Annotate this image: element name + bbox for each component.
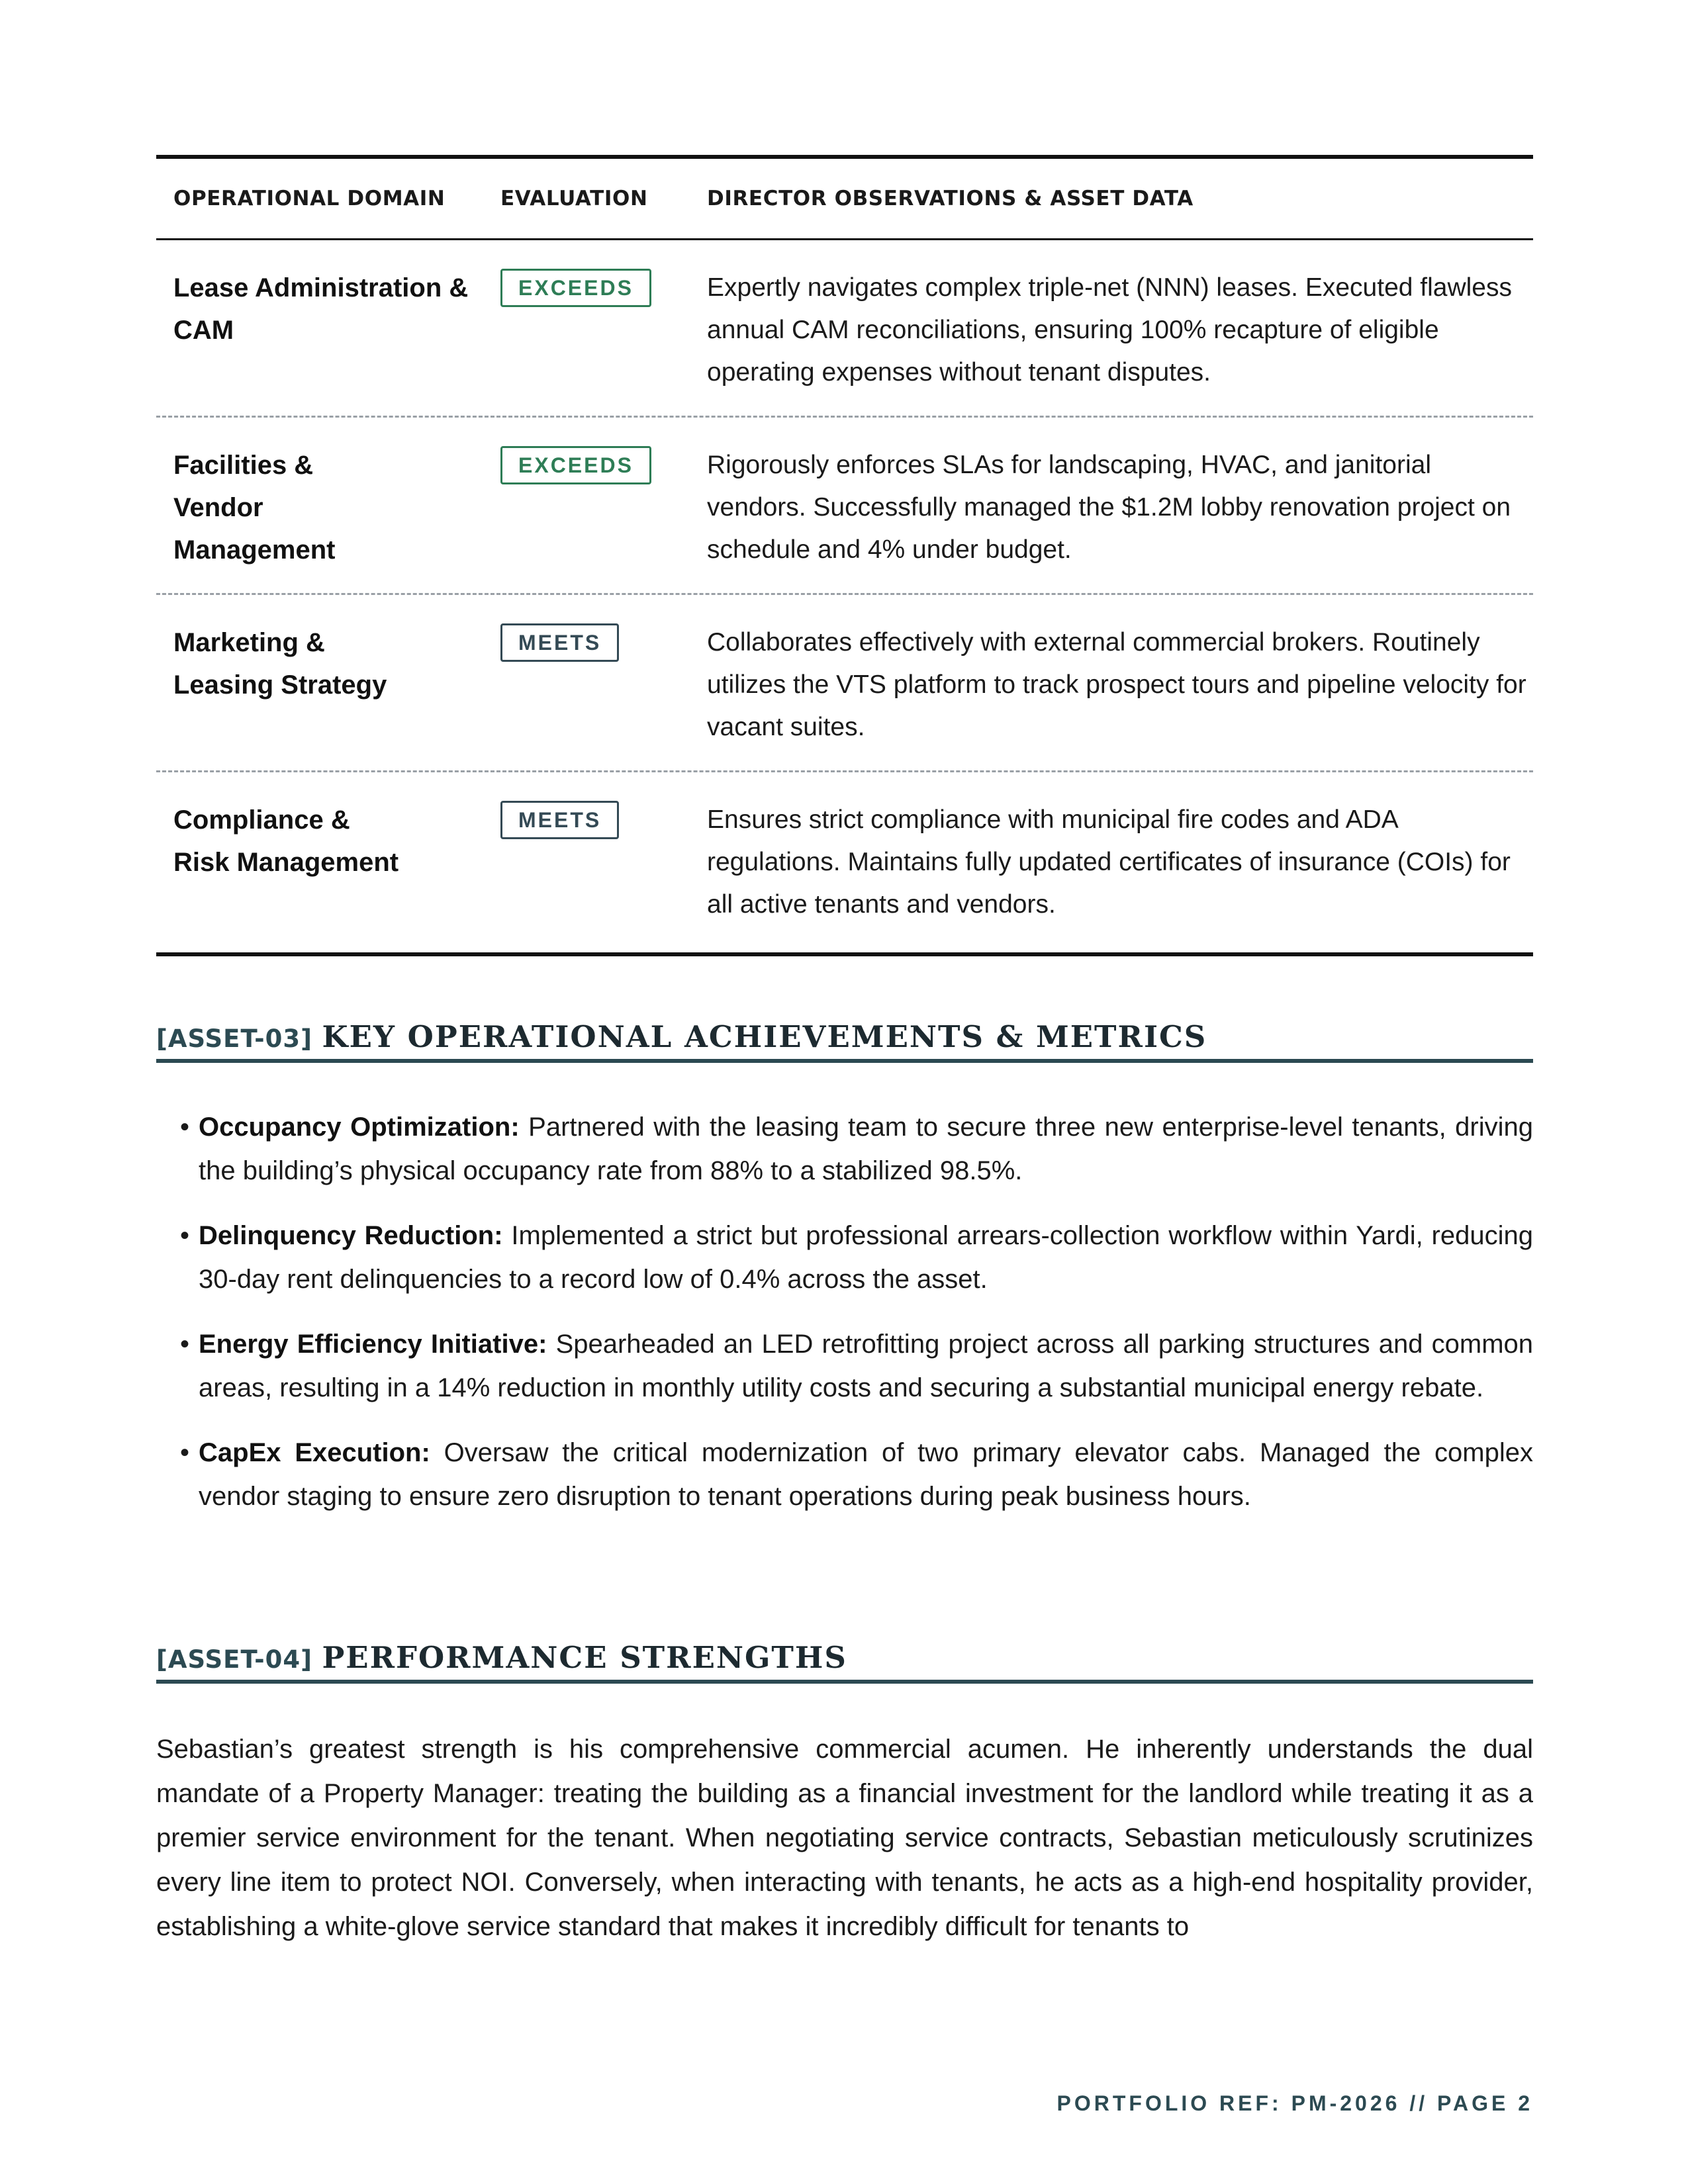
section-tag: [ASSET-03]	[156, 1024, 313, 1053]
header-operational-domain: OPERATIONAL DOMAIN	[173, 187, 445, 210]
table-row	[156, 418, 1533, 595]
table-row	[156, 240, 1533, 418]
page-footer: PORTFOLIO REF: PM-2026 // PAGE 2	[1056, 2091, 1533, 2115]
list-item	[156, 1105, 1533, 1193]
domain-label: Lease Administration & CAM	[173, 273, 469, 345]
list-item	[156, 1431, 1533, 1518]
achievement-label: CapEx Execution:	[199, 1438, 430, 1467]
evaluation-badge: MEETS	[500, 801, 619, 839]
strengths-paragraph: Sebastian’s greatest strength is his comprehensive commercial acumen. He inherently understands the dual mandate of a Property Manager: treating the building as a financial investment for the landlord while treating it as a premier service environment for the tenant. When negotiating service contracts, Sebastian meticulously scrutinizes every line item to protect NOI. Conversely, when interacting with tenants, he acts as a high-end hospitality provider, establishing a white-glove service standard that makes it incredibly difficult for tenants to	[156, 1735, 1533, 1941]
domain-label: Facilities & Vendor Management	[173, 451, 336, 565]
table-row	[156, 595, 1533, 772]
achievement-text: Implemented a strict but professional arrears-collection workflow within Yardi, reducing 30-day rent delinquencies to a record low of 0.4% across the asset.	[199, 1221, 1533, 1294]
achievement-label: Delinquency Reduction:	[199, 1221, 503, 1250]
section-tag: [ASSET-04]	[156, 1645, 313, 1674]
bullet-icon: •	[180, 1438, 190, 1467]
table-row	[156, 772, 1533, 952]
domain-label: Marketing & Leasing Strategy	[173, 628, 387, 700]
evaluation-table	[156, 155, 1533, 956]
achievement-text: Partnered with the leasing team to secure three new enterprise-level tenants, driving the building’s physical occupancy rate from 88% to a stabilized 98.5%.	[199, 1113, 1533, 1185]
list-item	[156, 1214, 1533, 1301]
achievements-list	[156, 1105, 1533, 1539]
achievements-heading	[156, 1019, 1533, 1063]
table-header	[156, 159, 1533, 240]
observation-text: Ensures strict compliance with municipal fire codes and ADA regulations. Maintains fully updated certificates of insurance (COIs) for all active tenants and vendors.	[707, 805, 1511, 919]
strengths-heading	[156, 1640, 1533, 1684]
achievement-label: Energy Efficiency Initiative:	[199, 1330, 547, 1359]
evaluation-badge: MEETS	[500, 623, 619, 662]
observation-text: Rigorously enforces SLAs for landscaping, HVAC, and janitorial vendors. Successfully managed the $1.2M lobby renovation project on schedule and 4% under budget.	[707, 451, 1511, 564]
achievement-label: Occupancy Optimization:	[199, 1113, 520, 1142]
evaluation-badge: EXCEEDS	[500, 269, 651, 307]
header-observations: DIRECTOR OBSERVATIONS & ASSET DATA	[707, 187, 1194, 210]
evaluation-badge: EXCEEDS	[500, 446, 651, 484]
achievement-text: Oversaw the critical modernization of two primary elevator cabs. Managed the complex vendor staging to ensure zero disruption to tenant operations during peak business hours.	[199, 1438, 1533, 1511]
section-title: KEY OPERATIONAL ACHIEVEMENTS & METRICS	[322, 1019, 1207, 1054]
achievement-text: Spearheaded an LED retrofitting project across all parking structures and common areas, resulting in a 14% reduction in monthly utility costs and securing a substantial municipal energy rebate.	[199, 1330, 1534, 1402]
list-item	[156, 1322, 1533, 1410]
bullet-icon: •	[180, 1113, 190, 1142]
domain-label: Compliance & Risk Management	[173, 805, 399, 877]
observation-text: Collaborates effectively with external commercial brokers. Routinely utilizes the VTS platform to track prospect tours and pipeline velocity for vacant suites.	[707, 628, 1526, 741]
header-evaluation: EVALUATION	[500, 187, 648, 210]
bullet-icon: •	[180, 1221, 190, 1250]
observation-text: Expertly navigates complex triple-net (NNN) leases. Executed flawless annual CAM reconciliations, ensuring 100% recapture of eligible operating expenses without tenant disputes.	[707, 273, 1512, 387]
section-title: PERFORMANCE STRENGTHS	[322, 1640, 847, 1675]
bullet-icon: •	[180, 1330, 190, 1359]
